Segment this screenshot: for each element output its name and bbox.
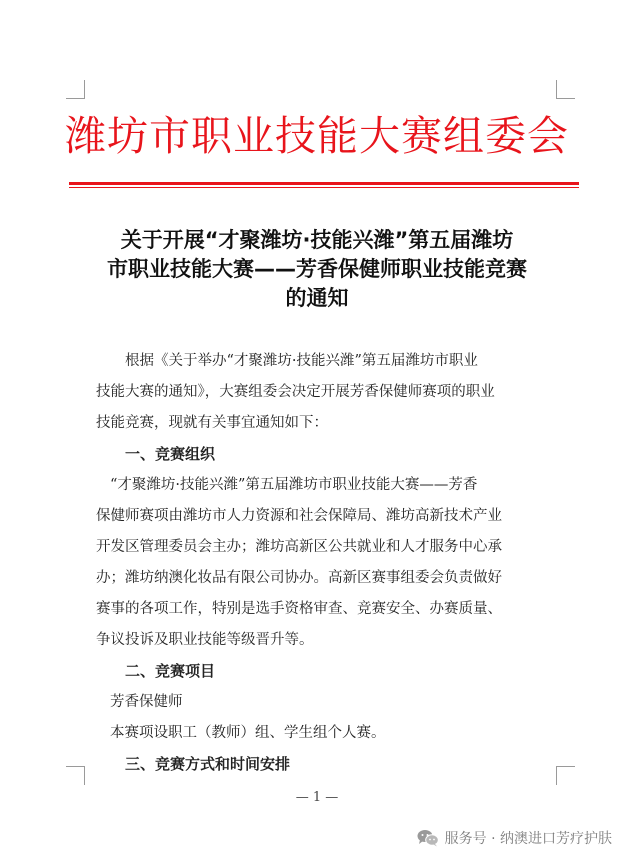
title-line: 关于开展“才聚潍坊·技能兴潍”第五届潍坊	[120, 228, 514, 252]
text-line: 开发区管理委员会主办；潍坊高新区公共就业和人才服务中心承	[96, 539, 502, 555]
crop-mark-top-left	[66, 80, 85, 99]
text-line: 办；潍坊纳澳化妆品有限公司协办。高新区赛事组委会负责做好	[96, 570, 502, 586]
text-line: 保健师赛项由潍坊市人力资源和社会保障局、潍坊高新技术产业	[96, 508, 502, 524]
header-rule-thin	[69, 187, 579, 188]
wechat-icon	[417, 829, 439, 847]
section-heading: 三、竞赛方式和时间安排	[125, 755, 291, 773]
intro-paragraph	[96, 346, 546, 439]
section-heading: 二、竞赛项目	[125, 662, 216, 680]
title-line: 市职业技能大赛——芳香保健师职业技能竞赛	[107, 257, 527, 281]
account-watermark	[417, 826, 612, 850]
text-line: 根据《关于举办“才聚潍坊·技能兴潍”第五届潍坊市职业	[125, 353, 478, 369]
title-line: 的通知	[285, 286, 349, 310]
text-line: 本赛项设职工（教师）组、学生组个人赛。	[110, 725, 386, 741]
section-heading: 一、竞赛组织	[125, 445, 216, 463]
text-line: 技能竞赛，现就有关事宜通知如下：	[96, 415, 328, 431]
account-name: 服务号 · 纳澳进口芳疗护肤	[444, 831, 612, 847]
section-1	[96, 439, 546, 656]
text-line: 技能大赛的通知》，大赛组委会决定开展芳香保健师赛项的职业	[96, 384, 495, 400]
text-line: 争议投诉及职业技能等级晋升等。	[96, 632, 314, 648]
crop-mark-bottom-right	[556, 766, 575, 785]
notice-title	[80, 226, 554, 313]
organization-header: 潍坊市职业技能大赛组委会	[65, 112, 569, 160]
header-rule-thick	[69, 182, 579, 185]
crop-mark-top-right	[556, 80, 575, 99]
crop-mark-bottom-left	[66, 766, 85, 785]
text-line: 赛事的各项工作，特别是选手资格审查、竞赛安全、办赛质量、	[96, 601, 502, 617]
page-number: — 1 —	[295, 790, 339, 805]
text-line: “才聚潍坊·技能兴潍”第五届潍坊市职业技能大赛——芳香	[110, 477, 478, 493]
text-line: 芳香保健师	[110, 694, 183, 710]
section-2	[96, 656, 546, 780]
